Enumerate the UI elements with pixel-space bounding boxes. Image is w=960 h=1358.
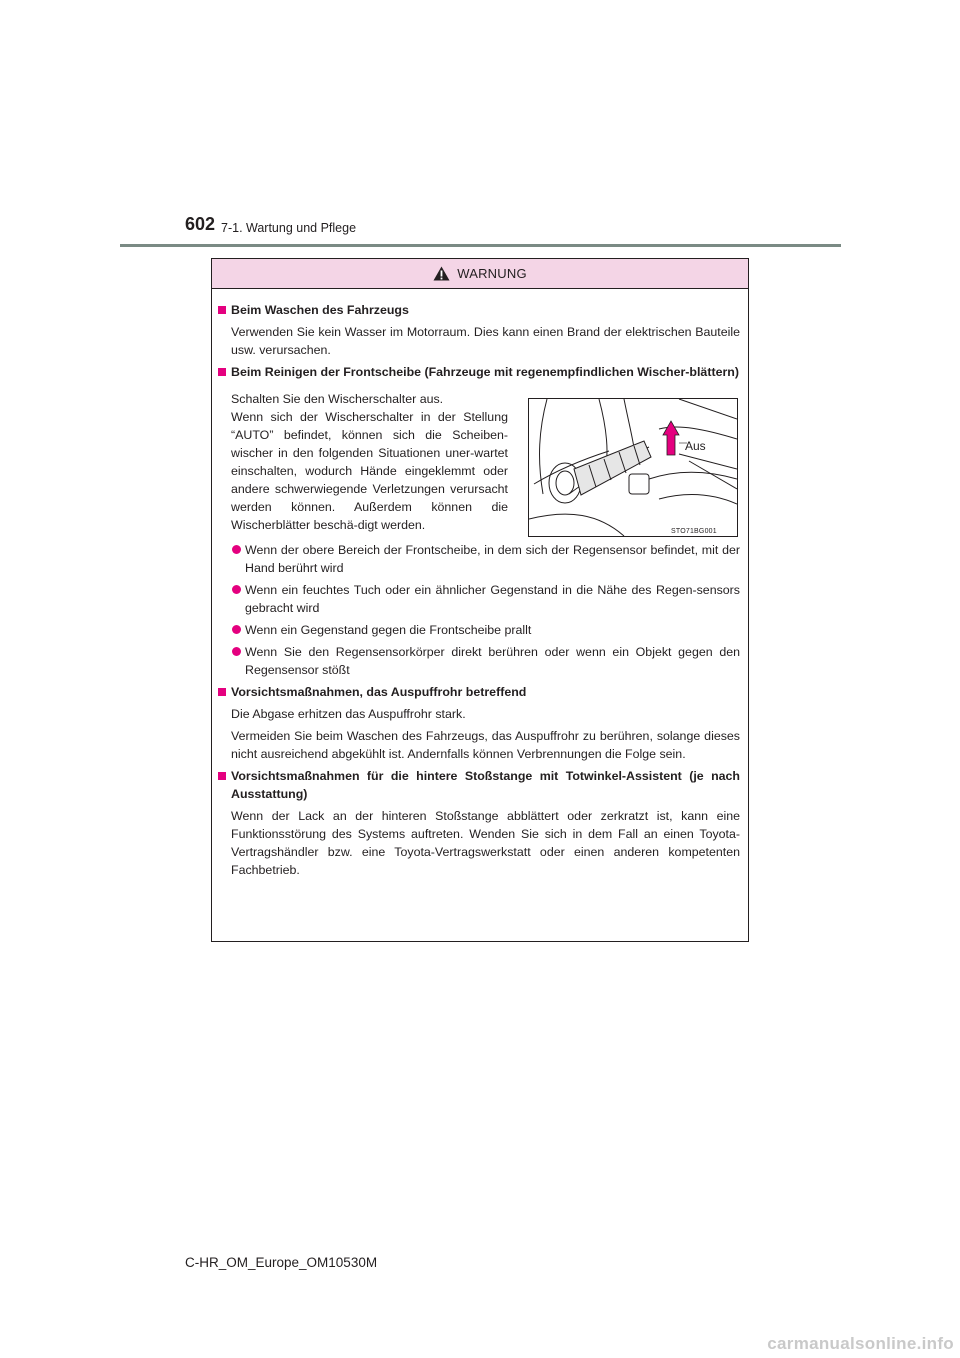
warning-content [212,289,748,879]
section-text-bumper: Wenn der Lack an der hinteren Stoßstange abblättert oder zerkratzt ist, kann eine Funktionsstörung des Systems auftreten. Wenden Sie sich in dem Fall an einen Toyota-Vertragshändler bzw. eine Toyota-Vertragswerkstatt oder einen anderen kompetenten Fachbetrieb. [231,809,740,877]
bullet-item: Wenn Sie den Regensensorkörper direkt berühren oder wenn ein Objekt gegen den Regensensor stößt [217,643,740,679]
warning-title: WARNUNG [457,266,527,281]
document-id: C-HR_OM_Europe_OM10530M [185,1255,378,1270]
section-text-exhaust-2: Vermeiden Sie beim Waschen des Fahrzeugs, das Auspuffrohr zu berühren, solange dieses nicht ausreichend abgekühlt ist. Andernfalls können Verbrennungen die Folge sein. [231,729,740,761]
section-text-windshield: Schalten Sie den Wischerschalter aus. Wenn sich der Wischerschalter in der Stellung “AUTO” befindet, können sich die Scheiben-wischer in den folgenden Situationen uner-wartet einschalten, wodurch Hände eingeklemmt oder andere schwerwiegende Verletzungen verursacht werden können. Außerdem können die Wischerblätter beschä-digt werden. [231,392,508,532]
section-heading-washing: Beim Waschen des Fahrzeugs [217,301,740,319]
wiper-switch-illustration [529,399,737,536]
windshield-figure-row [217,385,740,537]
bullet-item: Wenn ein feuchtes Tuch oder ein ähnlicher Gegenstand in die Nähe des Regen-sensors gebracht wird [217,581,740,617]
watermark: carmanualsonline.info [767,1334,954,1353]
section-heading-windshield: Beim Reinigen der Frontscheibe (Fahrzeuge mit regenempfindlichen Wischer-blättern) [217,363,740,381]
warning-header [212,259,748,289]
section-heading-exhaust: Vorsichtsmaßnahmen, das Auspuffrohr betreffend [217,683,740,701]
wiper-switch-figure [528,398,738,537]
section-text-washing: Verwenden Sie kein Wasser im Motorraum. Dies kann einen Brand der elektrischen Bauteile usw. verursachen. [231,325,740,357]
section-text-exhaust-1: Die Abgase erhitzen das Auspuffrohr stark. [231,707,466,721]
figure-code: STO71BG001 [671,528,717,535]
warning-triangle-icon [433,266,450,281]
page-number: 602 [185,214,216,234]
section-heading-bumper: Vorsichtsmaßnahmen für die hintere Stoßstange mit Totwinkel-Assistent (je nach Ausstattung) [217,767,740,803]
bullet-item: Wenn der obere Bereich der Frontscheibe, in dem sich der Regensensor befindet, mit der Hand berührt wird [217,541,740,577]
header-rule [120,244,841,247]
warning-box [211,258,749,942]
figure-label-aus: Aus [685,439,706,453]
bullet-item: Wenn ein Gegenstand gegen die Frontscheibe prallt [217,621,740,639]
section-title: 7-1. Wartung und Pflege [221,221,357,235]
